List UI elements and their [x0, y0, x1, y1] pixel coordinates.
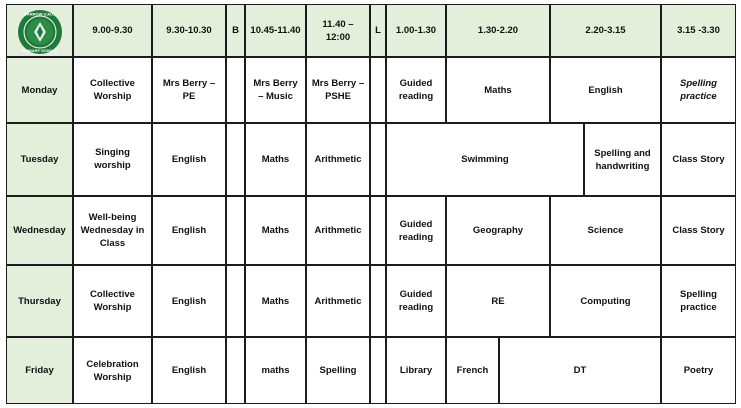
thursday-english: English [152, 265, 226, 337]
monday-reading: Guided reading [386, 57, 446, 123]
day-monday: Monday [6, 57, 73, 123]
header-time-6: 1.30-2.20 [446, 4, 550, 57]
wednesday-break [226, 196, 245, 265]
friday-worship: Celebration Worship [73, 337, 152, 404]
wednesday-maths: Maths [245, 196, 306, 265]
monday-english: English [550, 57, 661, 123]
thursday-break [226, 265, 245, 337]
monday-worship: Collective Worship [73, 57, 152, 123]
friday-library: Library [386, 337, 446, 404]
friday-poetry: Poetry [661, 337, 736, 404]
friday-lunch [370, 337, 386, 404]
school-logo [15, 9, 65, 55]
svg-text:BARROW U.M.C.: BARROW U.M.C. [24, 11, 56, 17]
wednesday-english: English [152, 196, 226, 265]
wednesday-worship: Well-being Wednesday in Class [73, 196, 152, 265]
monday-pshe: Mrs Berry – PSHE [306, 57, 370, 123]
tuesday-story: Class Story [661, 123, 736, 196]
day-wednesday: Wednesday [6, 196, 73, 265]
monday-pe: Mrs Berry – PE [152, 57, 226, 123]
tuesday-break [226, 123, 245, 196]
monday-lunch [370, 57, 386, 123]
friday-break [226, 337, 245, 404]
header-time-7: 2.20-3.15 [550, 4, 661, 57]
day-friday: Friday [6, 337, 73, 404]
thursday-arithmetic: Arithmetic [306, 265, 370, 337]
header-time-3: 10.45-11.40 [245, 4, 306, 57]
wednesday-geography: Geography [446, 196, 550, 265]
wednesday-reading: Guided reading [386, 196, 446, 265]
thursday-re: RE [446, 265, 550, 337]
header-break: B [226, 4, 245, 57]
header-time-2: 9.30-10.30 [152, 4, 226, 57]
timetable [6, 4, 736, 404]
thursday-maths: Maths [245, 265, 306, 337]
monday-music: Mrs Berry – Music [245, 57, 306, 123]
thursday-lunch [370, 265, 386, 337]
friday-spelling: Spelling [306, 337, 370, 404]
tuesday-worship: Singing worship [73, 123, 152, 196]
thursday-reading: Guided reading [386, 265, 446, 337]
tuesday-swimming: Swimming [386, 123, 584, 196]
header-lunch: L [370, 4, 386, 57]
monday-spelling: Spelling practice [661, 57, 736, 123]
svg-text:PRIMARY SCHOOL: PRIMARY SCHOOL [21, 48, 59, 53]
friday-french: French [446, 337, 499, 404]
friday-dt: DT [499, 337, 661, 404]
tuesday-spelling: Spelling and handwriting [584, 123, 661, 196]
monday-maths: Maths [446, 57, 550, 123]
tuesday-maths: Maths [245, 123, 306, 196]
wednesday-lunch [370, 196, 386, 265]
tuesday-arithmetic: Arithmetic [306, 123, 370, 196]
header-time-5: 1.00-1.30 [386, 4, 446, 57]
wednesday-arithmetic: Arithmetic [306, 196, 370, 265]
tuesday-lunch [370, 123, 386, 196]
header-time-8: 3.15 -3.30 [661, 4, 736, 57]
tuesday-english: English [152, 123, 226, 196]
day-thursday: Thursday [6, 265, 73, 337]
header-time-1: 9.00-9.30 [73, 4, 152, 57]
logo-cell [6, 4, 73, 57]
friday-english: English [152, 337, 226, 404]
monday-break [226, 57, 245, 123]
thursday-spelling: Spelling practice [661, 265, 736, 337]
thursday-computing: Computing [550, 265, 661, 337]
wednesday-story: Class Story [661, 196, 736, 265]
header-time-4: 11.40 – 12:00 [306, 4, 370, 57]
wednesday-science: Science [550, 196, 661, 265]
thursday-worship: Collective Worship [73, 265, 152, 337]
day-tuesday: Tuesday [6, 123, 73, 196]
friday-maths: maths [245, 337, 306, 404]
